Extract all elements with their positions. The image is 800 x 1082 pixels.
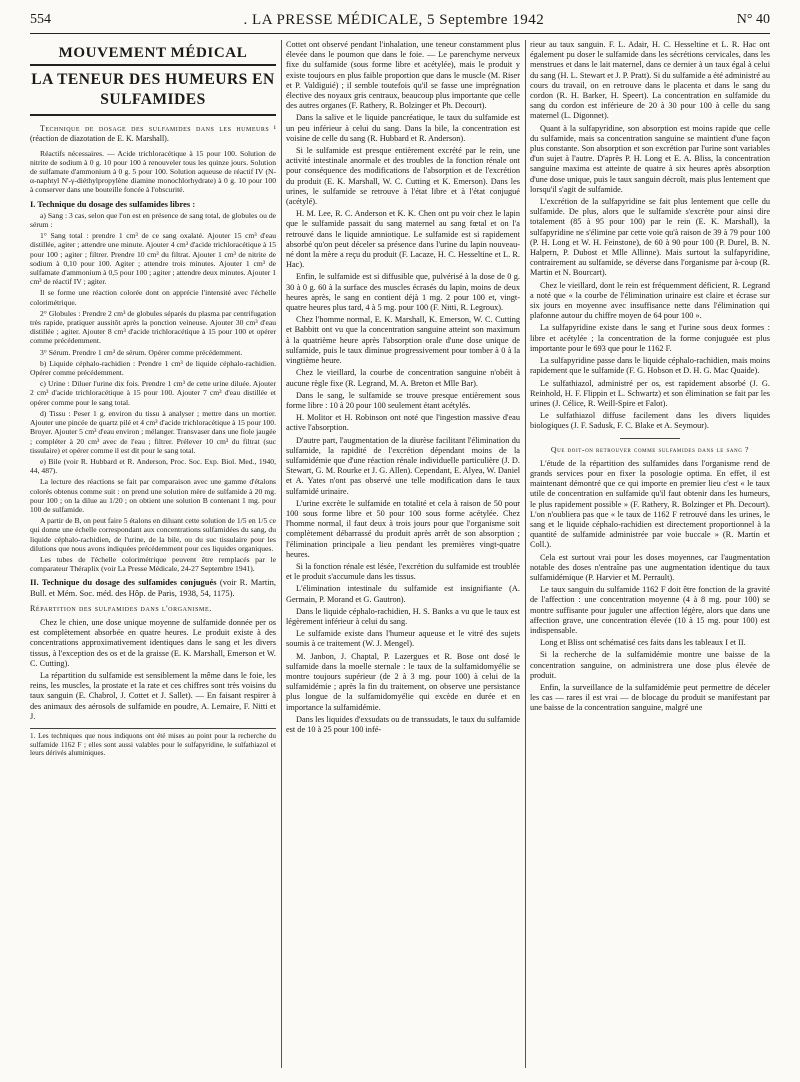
section-title: MOUVEMENT MÉDICAL: [58, 45, 248, 61]
paragraph: L'élimination intestinale du sulfamide est insignifiante (A. Germain, P. Morand et G. Gautron).: [286, 584, 520, 604]
heading-free-sulfamides: I. Technique du dosage des sulfamides libres :: [30, 198, 196, 209]
paragraph: e) Bile (voir R. Hubbard et R. Anderson, Proc. Soc. Exp. Biol. Med., 1940, 44, 487).: [30, 456, 276, 476]
paragraph: Le sulfamide existe dans l'humeur aqueuse et le vitré des sujets soumis à ce traitement (W. J. Mengel).: [286, 629, 520, 649]
technique-lead-rest: ¹ (réaction de diazotation de E. K. Marshall).: [30, 124, 276, 144]
journal-title: . LA PRESSE MÉDICALE, 5 Septembre 1942: [243, 11, 545, 28]
column-1: [30, 40, 276, 1068]
paragraph: Cela est surtout vrai pour les doses moyennes, car l'augmentation notable des doses n'entraîne pas une augmentation identique du taux sulfamidémique (P. Harvier et M. Perrault).: [530, 552, 770, 582]
paragraph: H. M. Lee, R. C. Anderson et K. K. Chen ont pu voir chez le lapin que le sulfamide passait du sang maternel au sang fœtal et on l'a retrouvé dans le liquide amniotique. Le sulfamide est si rapidement absorbé qu'on peut déceler sa présence dans l'urine du lapin nouveau-né dont la mère a reçu du produit (F. Lacaze, H. C. Hesseltine et L. R. Hac).: [286, 209, 520, 270]
paragraph: La répartition du sulfamide est sensiblement la même dans le foie, les reins, les muscles, la prostate et la rate et ces chiffres sont très voisins du taux sanguin (E. Chabrol, J. Cottet et J. Sallet). — En faisant respirer à des animaux des aérosols de sulfamide en poudre, A. Lemaire, F. Nitti et J.: [30, 670, 276, 721]
footnote: 1. Les techniques que nous indiquons ont été mises au point pour la recherche du sulfamide 1162 F ; elles sont aussi valables pour le sulfapyridine, le sulfathiazol et leurs dérivés aluminiques.: [30, 728, 276, 758]
paragraph: Chez le vieillard, dont le rein est fréquemment déficient, R. Legrand a noté que « la courbe de l'élimination urinaire est claire et écrase sur six jours en moyenne avec insuffisance nette dans l'élimination qui plafonne autour du chiffre moyen de 64 pour 100 ».: [530, 280, 770, 321]
technique-lead: Technique de dosage des sulfamides dans les humeurs: [40, 124, 270, 134]
paragraph: Quant à la sulfapyridine, son absorption est moins rapide que celle du sulfamide, mais sa concentration sanguine se maintient d'une façon plus constante. Son absorption et son excrétion par l'urine sont variables d'un sujet à l'autre. D'après P. H. Long et E. A. Bliss, la concentration sanguine maxima est atteinte de quatre à six heures après absorption d'une dose unique, puis le taux sanguin décroît, mais plus lentement que lorsqu'il s'agit de sulfamide.: [530, 123, 770, 194]
paragraph: L'excrétion de la sulfapyridine se fait plus lentement que celle du sulfamide. De plus, alors que le sulfamide s'excrète pour ainsi dire totalement (85 à 95 pour 100) par le rein (E. K. Marshall), la sulfapyridine ne s'élimine par cette voie qu'à raison de 39 à 79 pour 100 (P. H. Long et W. H. Feinstone), de 60 à 90 pour 100 (P. Durel, B. N. Halpern, P. Dubost et Mlle Allinne). Mais surtout la sulfapyridine, contrairement au sulfamide, se déverse dans l'organisme par à-coup (R. Martin et N. Bourcart).: [530, 197, 770, 278]
column-3: [530, 40, 770, 1068]
paragraph: La sulfapyridine existe dans le sang et l'urine sous deux formes : libre et acétylée ; la concentration de la forme conjuguée est plus importante pour le 693 que pour le 1162 F.: [530, 323, 770, 353]
article-title-box: [30, 64, 276, 116]
column-2: [286, 40, 520, 1068]
column-divider: [525, 40, 526, 1068]
paragraph: Le sulfathiazol diffuse facilement dans les divers liquides biologiques (J. F. Sadusk, F. C. Blake et A. Seymour).: [530, 411, 770, 431]
paragraph: Enfin, la surveillance de la sulfamidémie peut permettre de déceler les cas — rares il est vrai — de blocage du produit se manifestant par une baisse de la concentration sanguine, malgré une: [530, 682, 770, 713]
issue-number: N° 40: [736, 12, 770, 27]
page-number: 554: [30, 12, 51, 27]
heading-repartition: Répartition des sulfamides dans l'organisme.: [30, 603, 212, 613]
paragraph: Chez le chien, une dose unique moyenne de sulfamide donnée per os est complètement absorbée en quatre heures. Le produit existe à des concentrations approximativement identiques dans le sang et les divers tissus, à l'exception des os et de la graisse (E. K. Marshall, Emerson et W. C. Cutting).: [30, 617, 276, 668]
paragraph: Enfin, le sulfamide est si diffusible que, pulvérisé à la dose de 0 g. 30 à 0 g. 60 à la surface des muscles écrasés du lapin, moins de deux heures après, le sang en contient déjà 1 mg. 2 pour 100 et, vingt-quatre heures plus tard, 4 à 5 mg. pour 100 (F. Nitti, R. Legroux).: [286, 272, 520, 313]
paragraph: 1° Sang total : prendre 1 cm³ de ce sang oxalaté. Ajouter 15 cm³ d'eau distillée, agiter ; attendre une minute. Ajouter 4 cm³ d'acide trichloracétique à 15 pour 100 ; agiter ; filtrer. Prendre 10 cm³ du filtrat. Ajouter 1 cm³ de nitrite de sodium à 0,10 pour 100. Agiter ; attendre trois minutes. Ajouter 1 cm³ de sulfamate d'ammonium à 0,5 pour 100 ; agiter ; attendre deux minutes. Ajouter 1 cm³ de réactif IV ; agiter.: [30, 231, 276, 287]
paragraph: Dans le liquide céphalo-rachidien, H. S. Banks a vu que le taux est légèrement inférieur à celui du sang.: [286, 606, 520, 626]
paragraph: Chez le vieillard, la courbe de concentration sanguine n'obéit à aucune règle fixe (R. Legrand, M. A. Breton et Mlle Bar).: [286, 368, 520, 388]
paragraph: Long et Bliss ont schématisé ces faits dans les tableaux I et II.: [540, 638, 746, 648]
paragraph: c) Urine : Diluer l'urine dix fois. Prendre 1 cm³ de cette urine diluée. Ajouter 2 cm³ d'acide trichloracétique à 15 pour 100. Ajouter 7 cm³ d'eau distillée et opérer comme pour le sang total.: [30, 379, 276, 407]
heading-conjugated-text: II. Technique du dosage des sulfamides conjugués: [30, 577, 217, 588]
heading-conjugated-sulfamides: [30, 577, 276, 597]
paragraph: b) Liquide céphalo-rachidien : Prendre 1 cm³ de liquide céphalo-rachidien. Opérer comme précédemment.: [30, 358, 276, 378]
paragraph: Les tubes de l'échelle colorimétrique peuvent être remplacés par le comparateur Théraplix (voir La Presse Médicale, 24-27 Septembre 1941).: [30, 554, 276, 574]
paragraph: rieur au taux sanguin. F. L. Adair, H. C. Hesseltine et L. R. Hac ont également pu doser le sulfamide dans les sécrétions cervicales, dans les menstrues et dans le lait maternel, dans ce dernier à un taux égal à celui du sang (H. L. Stewart et J. P. Pratt). Si du sulfamide a été administré au cours du travail, on en retrouve dans le placenta et dans le sang du cordon (R. H. Barker, H. Speert). La concentration en sulfamide du sang du cordon est inférieure de 20 à 30 pour 100 à celle du sang maternel (L. Digonnet).: [530, 40, 770, 121]
paragraph: Il se forme une réaction colorée dont on apprécie l'intensité avec l'échelle colorimétrique.: [30, 288, 276, 307]
paragraph: H. Molitor et H. Robinson ont noté que l'ingestion massive d'eau active l'absorption.: [286, 413, 520, 433]
paragraph: Dans le sang, le sulfamide se trouve presque entièrement sous forme libre : 10 à 20 pour 100 seulement étant acétylés.: [286, 390, 520, 410]
paragraph: Si la fonction rénale est lésée, l'excrétion du sulfamide est troublée et le produit s'accumule dans les tissus.: [286, 561, 520, 582]
paragraph: L'étude de la répartition des sulfamides dans l'organisme rend de grands services pour en fixer la posologie optima. En effet, il est maintenant démontré que ce qui importe en premier lieu c'est « le taux utile de concentration en sulfamide qu'il faut obtenir dans les humeurs, le plus rapidement possible » (F. Rathery, R. Bolzinger et Ph. Decourt). L'on n'oubliera pas que « le taux de 1162 F retrouvé dans les urines, le sang et le liquide céphalo-rachidien est directement proportionnel à la quantité de sulfamide administrée par voie buccale » (R. Martin et Coll.).: [530, 458, 770, 550]
paragraph: A partir de B, on peut faire 5 étalons en diluant cette solution de 1/5 en 1/5 ce qui donne une échelle correspondant aux concentrations sulfamidées du sang, du liquide céphalo-rachidien, de l'urine, de la bile, ou du suc tissulaire pour les dilutions que nous avons indiquées précédemment pour ces liquides organiques.: [30, 516, 276, 553]
paragraph: 3° Sérum. Prendre 1 cm³ de sérum. Opérer comme précédemment.: [40, 347, 243, 357]
paragraph: Dans les liquides d'exsudats ou de transsudats, le taux du sulfamide est de 10 à 25 pour 100 infé-: [286, 714, 520, 734]
column-divider: [281, 40, 282, 1068]
paragraph: Chez l'homme normal, E. K. Marshall, K. Emerson, W. C. Cutting et Babbitt ont vu que la concentration sanguine atteint son maximum à la quatrième heure après l'absorption orale d'une dose unique de sulfamide, puis le taux diminue progressivement pour tomber à 0 à la vingtième heure.: [286, 315, 520, 366]
paragraph: L'urine excrète le sulfamide en totalité et cela à raison de 50 pour 100 sous forme libre et 50 pour 100 sous forme acétylée. Chez l'homme normal, il faut deux à trois jours pour que l'organisme soit complètement débarrassé du produit après arrêt de son absorption ; l'élimination principale a lieu pendant les premières vingt-quatre heures.: [286, 498, 520, 559]
technique-intro: [30, 124, 276, 144]
paragraph: Cottet ont observé pendant l'inhalation, une teneur constamment plus élevée dans le poumon que dans le foie. — Le parenchyme nerveux fixe du sulfamide (sous forme libre et acétylée), mais le produit y existe toujours en plus faible proportion que dans le muscle (M. Riser et P. Valdiguié) ; il semble toutefois qu'il se fasse une imprégnation élective des noyaux gris centraux, beaucoup plus importante que celle des autres organes (F. Rathery, R. Bolzinger et Ph. Decourt).: [286, 40, 520, 111]
page-header: [30, 8, 770, 32]
paragraph: La sulfapyridine passe dans le liquide céphalo-rachidien, mais moins rapidement que le sulfamide (F. G. Hobson et D. H. G. Mac Quaide).: [530, 356, 770, 376]
heading-conjugated-ref: (voir R. Martin, Bull. et Mém. Soc. méd. des Hôp. de Paris, 1938, 54, 1175).: [30, 577, 276, 598]
paragraph: Le sulfathiazol, administré per os, est rapidement absorbé (J. G. Reinhold, H. F. Flippin et L. Schwartz) et son élimination se fait par les urines (J. Célice, R. Weill-Spire et Falot).: [530, 378, 770, 408]
heading-blood-question: Que doit-on retrouver comme sulfamides dans le sang ?: [550, 444, 750, 454]
paragraph: a) Sang : 3 cas, selon que l'on est en présence de sang total, de globules ou de sérum :: [30, 210, 276, 230]
section-divider: [620, 438, 680, 439]
paragraph: Dans la salive et le liquide pancréatique, le taux du sulfamide est un peu inférieur à celui du sang. Dans la bile, la concentration est voisine de celle du sang (R. Hubbard et R. Anderson).: [286, 113, 520, 143]
paragraph: Si le sulfamide est presque entièrement excrété par le rein, une activité intestinale anormale et des troubles de la fonction rénale ont pour conséquence des modifications de l'absorption et de l'excrétion du produit (E. K. Marshall, W. C. Cutting et K. Emerson). Dans les urines, le sulfamide se retrouve à l'état libre et à l'état conjugué (acétylé).: [286, 146, 520, 207]
reagents-paragraph: Réactifs nécessaires. — Acide trichloracétique à 15 pour 100. Solution de nitrite de sodium à 0 g. 10 pour 100 à renouveler tous les quinze jours. Solution de sulfamate d'ammonium à 0 g. 5 pour 100. Solution aqueuse de réactif IV (N-α-naphtyl N'-γ-diéthylpropylène diamine monochlorhydrate) à 0 g. 10 pour 100 à conserver dans une bouteille foncée à l'obscurité.: [30, 148, 276, 195]
paragraph: Le taux sanguin du sulfamide 1162 F doit être fonction de la gravité de l'affection : une concentration moyenne (4 à 8 mg. pour 100) se montre suffisante pour juguler une affection légère, alors que dans une affection grave, une concentration élevée (10 à 15 mg. pour 100) est indispensable.: [530, 585, 770, 635]
article-title: LA TENEUR DES HUMEURS EN SULFAMIDES: [31, 71, 275, 109]
paragraph: Si la recherche de la sulfamidémie montre une baisse de la concentration sanguine, on administrera une dose plus élevée de produit.: [530, 650, 770, 680]
header-rule: [30, 33, 770, 34]
paragraph: d) Tissu : Peser 1 g. environ du tissu à analyser ; mettre dans un mortier. Ajouter une pincée de quartz pilé et 4 cm³ d'acide trichloracétique à 15 pour 100. Broyer. Ajouter 5 cm³ d'eau environ ; mélanger. Transvaser dans une fiole jaugée ; compléter à 20 cm³ avec de l'eau ; filtrer. Prélever 10 cm³ du filtrat (suc tissulaire) et opérer comme il est dit pour le sang total.: [30, 408, 276, 455]
paragraph: D'autre part, l'augmentation de la diurèse facilitant l'élimination du sulfamide, la rapidité de l'excrétion dépendant moins de la sulfamidémie que d'une réaction rénale individuelle particulière (J. D. Stewart, G. M. Rourke et J. G. Allen). Cependant, E. Alyea, W. Daniel et A. Yates n'ont pas observé une telle modification dans le taux sulfamidé urinaire.: [286, 435, 520, 496]
paragraph: La lecture des réactions se fait par comparaison avec une gamme d'étalons colorés obtenus comme suit : on prend une solution mère de sulfamide à 20 mg. pour 100 ; on la dilue au 1/20 ; on obtient une solution B contenant 1 mg. pour 100 de sulfamide.: [30, 477, 276, 514]
paragraph: 2° Globules : Prendre 2 cm³ de globules séparés du plasma par centrifugation très rapide, pratiquer aussitôt après la ponction veineuse. Ajouter 30 cm³ d'eau distillée ; agiter. Ajouter 8 cm³ d'acide trichloracétique à 15 pour 100 et opérer comme précédemment.: [30, 308, 276, 346]
paragraph: M. Janbon, J. Chaptal, P. Lazergues et R. Bose ont dosé le sulfamide dans la moelle sternale : le taux de la sulfamidomyélie se montre toujours supérieur (de 2 à 3 mg. pour 100) à celui de la sulfamidémie ; après la fin du traitement, on observe une persistance plus longue de la sulfamidomyélie qui excède en durée et en importance la sulfamidémie.: [286, 651, 520, 712]
